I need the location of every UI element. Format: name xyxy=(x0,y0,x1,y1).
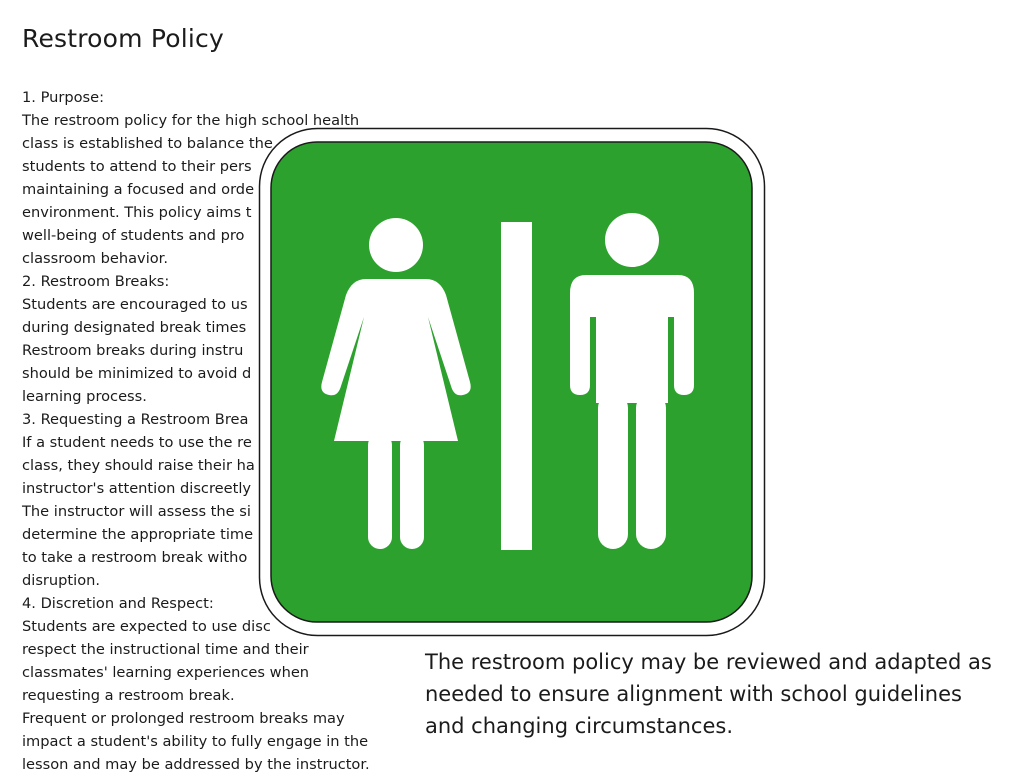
policy-line: determine the appropriate time xyxy=(22,526,254,543)
policy-line: If a student needs to use the re xyxy=(22,434,252,451)
policy-line: class, they should raise their ha xyxy=(22,457,255,474)
policy-line: class is established to balance the xyxy=(22,135,273,152)
policy-line: learning process. xyxy=(22,388,147,405)
policy-line: The restroom policy may be reviewed and adapted as xyxy=(425,650,992,674)
policy-line: instructor's attention discreetly xyxy=(22,480,252,497)
policy-line: respect the instructional time and their xyxy=(22,641,309,658)
policy-line: Frequent or prolonged restroom breaks may xyxy=(22,710,345,727)
policy-line: The instructor will assess the si xyxy=(22,503,251,520)
policy-line: environment. This policy aims t xyxy=(22,204,252,221)
policy-line: should be minimized to avoid d xyxy=(22,365,252,382)
policy-line: disruption. xyxy=(22,572,101,589)
policy-line: lesson and may be addressed by the instructor. xyxy=(22,756,370,773)
policy-line: impact a student's ability to fully engage in the xyxy=(22,733,369,750)
policy-line: needed to ensure alignment with school guidelines xyxy=(425,682,962,706)
policy-line: 1. Purpose: xyxy=(22,89,105,106)
policy-line: Students are expected to use disc xyxy=(22,618,271,635)
policy-line: 2. Restroom Breaks: xyxy=(22,273,170,290)
policy-line: maintaining a focused and orde xyxy=(22,181,255,198)
page-title: Restroom Policy xyxy=(22,24,224,53)
policy-line: 4. Discretion and Respect: xyxy=(22,595,214,612)
policy-line: requesting a restroom break. xyxy=(22,687,235,704)
policy-line: Restroom breaks during instru xyxy=(22,342,244,359)
policy-line: well-being of students and pro xyxy=(22,227,245,244)
sign-divider xyxy=(501,222,532,550)
policy-line: during designated break times xyxy=(22,319,247,336)
policy-line: The restroom policy for the high school health xyxy=(22,112,360,129)
restroom-sign-icon xyxy=(258,127,766,637)
policy-line: 3. Requesting a Restroom Brea xyxy=(22,411,249,428)
policy-line: to take a restroom break witho xyxy=(22,549,248,566)
policy-line: students to attend to their pers xyxy=(22,158,252,175)
policy-line: classmates' learning experiences when xyxy=(22,664,310,681)
policy-line: Students are encouraged to us xyxy=(22,296,248,313)
policy-line: and changing circumstances. xyxy=(425,714,733,738)
policy-line: classroom behavior. xyxy=(22,250,168,267)
